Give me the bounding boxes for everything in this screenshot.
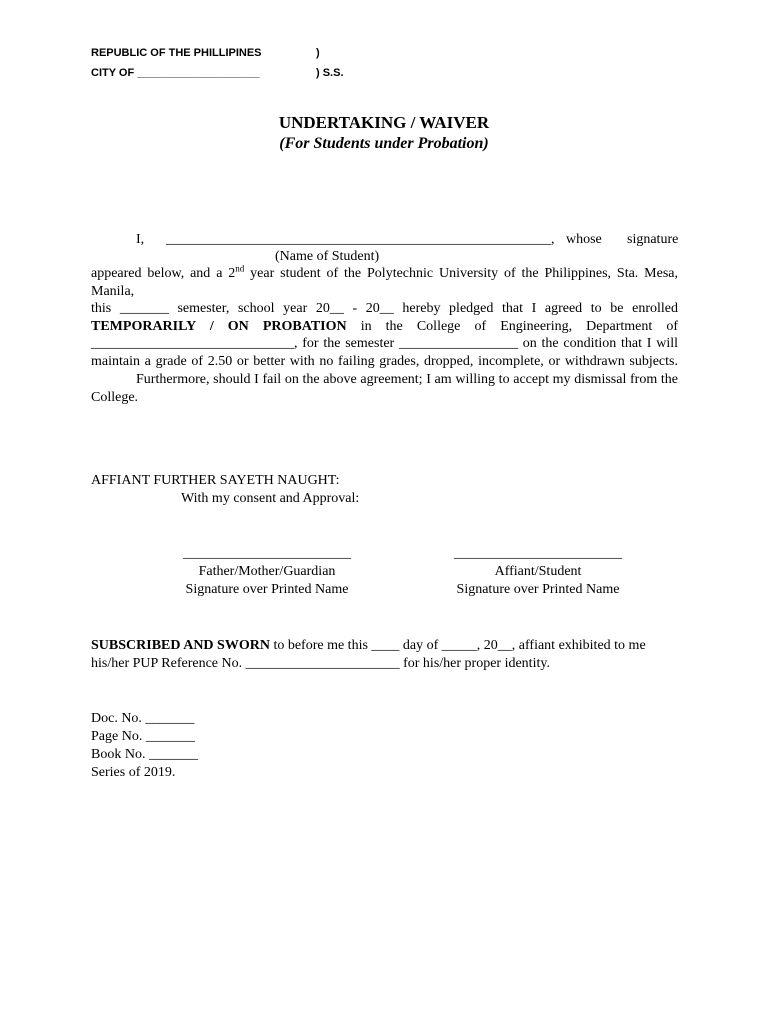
book-no: Book No. _______ <box>91 747 198 762</box>
document-title: UNDERTAKING / WAIVER <box>278 113 490 132</box>
guardian-role: Father/Mother/Guardian <box>198 564 336 579</box>
student-role: Affiant/Student <box>494 564 582 579</box>
page-no: Page No. _______ <box>91 729 195 744</box>
consent-line: With my consent and Approval: <box>181 491 360 506</box>
sworn-line-1: SUBSCRIBED AND SWORN to before me this ____ day of _____, 20__, affiant exhibited to me <box>91 638 646 653</box>
header-city: CITY OF ____________________ <box>91 67 260 79</box>
furthermore-line-2: College. <box>91 389 139 405</box>
pledge-line-2: this _______ semester, school year 20__ - 20__ hereby pledged that I agreed to be enrolled <box>91 301 678 316</box>
header-ss-mark: ) S.S. <box>316 67 344 79</box>
document-subtitle: (For Students under Probation) <box>279 135 489 152</box>
pledge-line-5: maintain a grade of 2.50 or better with no failing grades, dropped, incomplete, or withdrawn subjects. <box>91 353 678 369</box>
signature-word: signature <box>627 232 679 247</box>
sworn-line-2: his/her PUP Reference No. ______________________ for his/her proper identity. <box>91 656 550 671</box>
student-signature-line: ________________________ <box>454 546 622 561</box>
guardian-signature-line: ________________________ <box>183 546 351 561</box>
i-label: I, <box>136 232 145 247</box>
pledge-line-4: _____________________________, for the semester _________________ on the condition that I will <box>91 336 678 351</box>
pledge-line-3: TEMPORARILY / ON PROBATION in the College of Engineering, Department of <box>91 318 679 334</box>
whose-word: whose <box>566 232 602 247</box>
header-republic-mark: ) <box>316 47 320 59</box>
name-caption: (Name of Student) <box>275 249 380 264</box>
header-republic: REPUBLIC OF THE PHILLIPINES <box>91 47 262 59</box>
series-line: Series of 2019. <box>91 765 176 780</box>
guardian-signature-caption: Signature over Printed Name <box>185 582 349 597</box>
furthermore-line-1: Furthermore, should I fail on the above agreement; I am willing to accept my dismissal from the <box>136 372 678 387</box>
doc-no: Doc. No. _______ <box>91 711 195 726</box>
pledge-paragraph <box>91 265 678 370</box>
student-signature-block <box>441 545 635 599</box>
student-name-blank: _______________________________________________________, <box>166 232 555 247</box>
guardian-signature-block <box>170 545 364 599</box>
pledge-line-1: appeared below, and a 2nd year student of the Polytechnic University of the Philippines, Sta. Mesa, Manila, <box>91 263 679 299</box>
affiant-statement: AFFIANT FURTHER SAYETH NAUGHT: <box>91 473 340 488</box>
furthermore-paragraph <box>91 371 678 406</box>
student-signature-caption: Signature over Printed Name <box>456 582 620 597</box>
